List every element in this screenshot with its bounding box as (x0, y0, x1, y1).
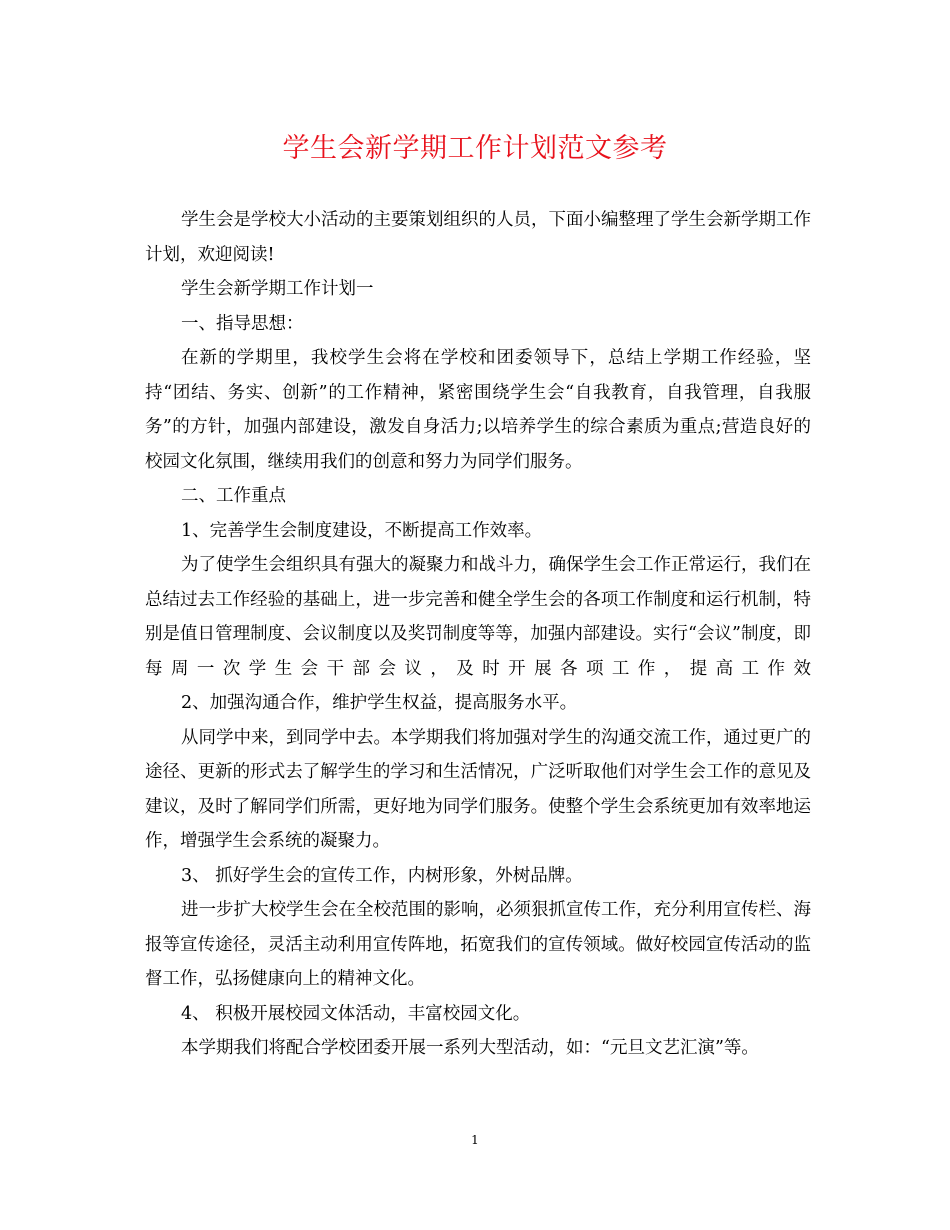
paragraph-item-3: 3、 抓好学生会的宣传工作，内树形象，外树品牌。 (181, 865, 583, 886)
paragraph-section-heading: 学生会新学期工作计划一 (181, 279, 374, 299)
paragraph-heading-work-focus: 二、工作重点 (181, 486, 286, 506)
paragraph-item-4: 4、 积极开展校园文体活动，丰富校园文化。 (181, 1003, 531, 1024)
paragraph-item-2: 2、加强沟通合作，维护学生权益，提高服务水平。 (181, 693, 578, 713)
document-title: 学生会新学期工作计划范文参考 (282, 133, 668, 164)
page-number: 1 (471, 1133, 479, 1147)
paragraph-heading-guiding-thought: 一、指导思想： (181, 313, 304, 334)
paragraph-item-4-body: 本学期我们将配合学校团委开展一系列大型活动，如：“元旦文艺汇演”等。 (181, 1038, 759, 1058)
paragraph-item-1: 1、完善学生会制度建设，不断提高工作效率。 (181, 520, 543, 541)
document-body (145, 203, 811, 1066)
paragraph-intro: 学生会是学校大小活动的主要策划组织的人员，下面小编整理了学生会新学期工作计划，欢迎阅读! (145, 210, 811, 265)
paragraph-item-2-body: 从同学中来，到同学中去。本学期我们将加强对学生的沟通交流工作，通过更广的途径、更新的形式去了解学生的学习和生活情况，广泛听取他们对学生会工作的意见及建议，及时了解同学们所需，更好地为同学们服务。使整个学生会系统更加有效率地运作，增强学生会系统的凝聚力。 (145, 727, 811, 851)
paragraph-item-1-body: 为了使学生会组织具有强大的凝聚力和战斗力，确保学生会工作正常运行，我们在总结过去工作经验的基础上，进一步完善和健全学生会的各项工作制度和运行机制，特别是值日管理制度、会议制度以及奖罚制度等等，加强内部建设。实行“会议”制度，即每周一次学生会干部会议，及时开展各项工作，提高工作效 (145, 555, 811, 679)
paragraph-item-3-body: 进一步扩大校学生会在全校范围的影响，必须狠抓宣传工作，充分利用宣传栏、海报等宣传途径，灵活主动利用宣传阵地，拓宽我们的宣传领域。做好校园宣传活动的监督工作，弘扬健康向上的精神文化。 (145, 900, 811, 989)
paragraph-guiding-thought: 在新的学期里，我校学生会将在学校和团委领导下，总结上学期工作经验，坚持“团结、务实、创新”的工作精神，紧密围绕学生会“自我教育，自我管理，自我服务”的方针，加强内部建设，激发自身活力;以培养学生的综合素质为重点;营造良好的校园文化氛围，继续用我们的创意和努力为同学们服务。 (145, 348, 811, 472)
